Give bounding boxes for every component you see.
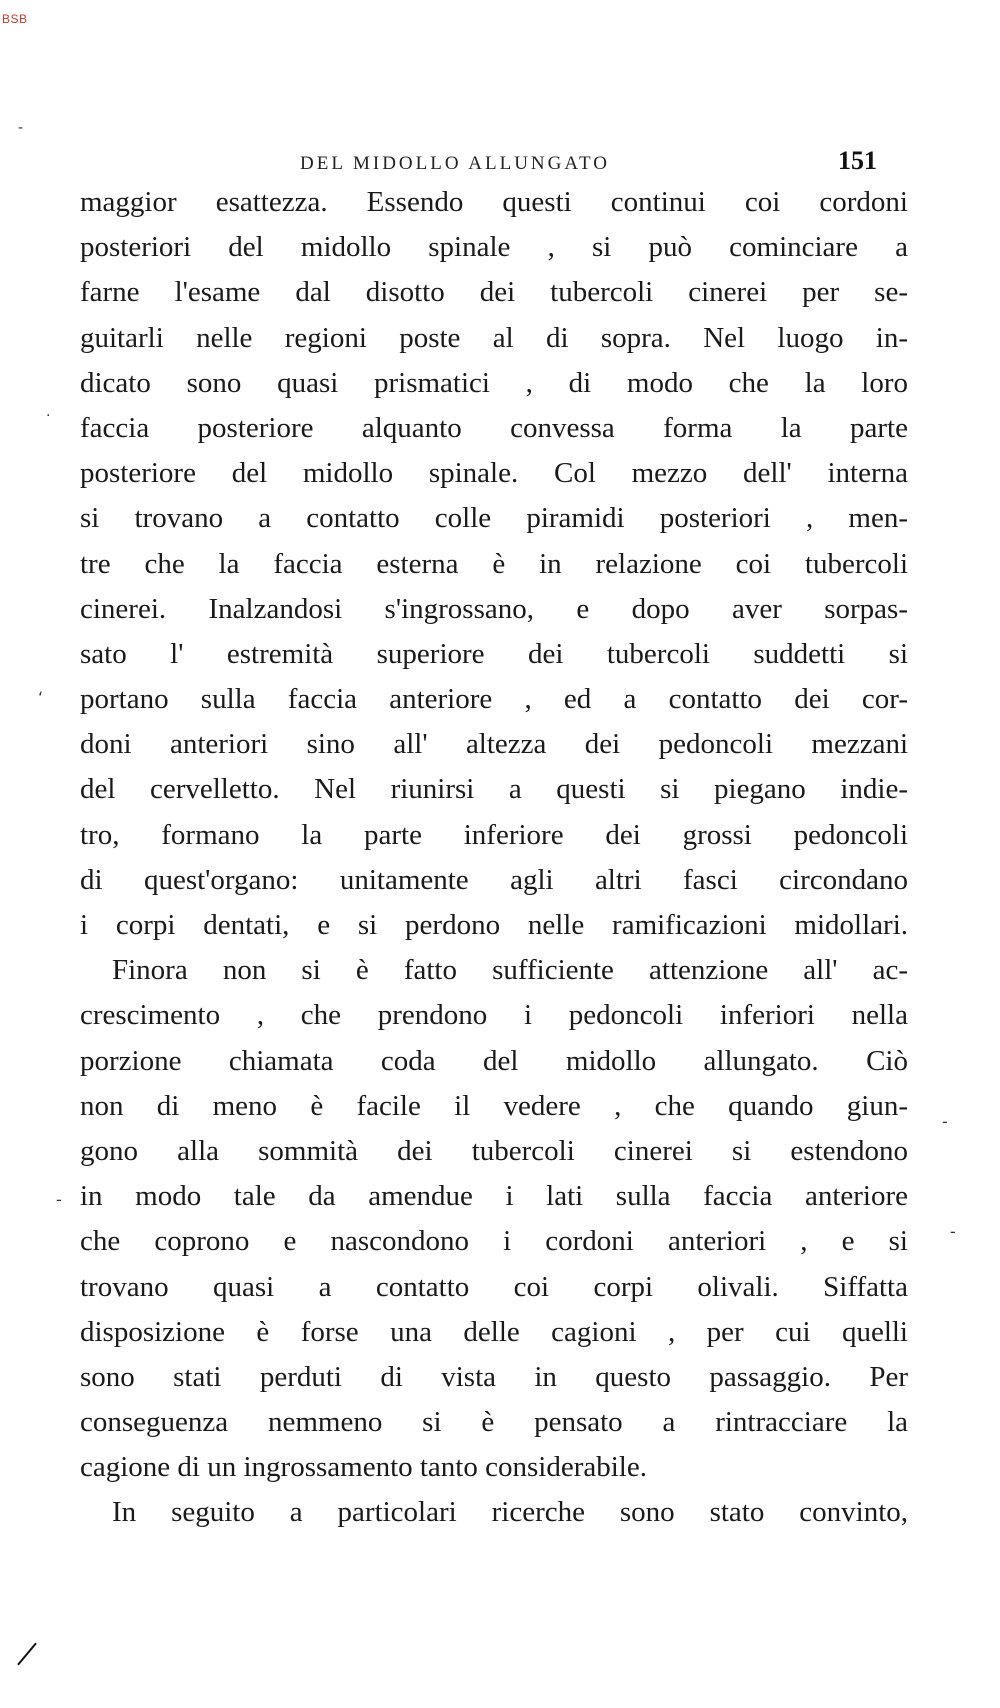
margin-speck: · xyxy=(46,408,51,424)
text-line: che coprono e nascondono i cordoni anteriori , e si xyxy=(80,1225,908,1258)
margin-speck: - xyxy=(942,1112,948,1131)
text-line: posteriori del midollo spinale , si può cominciare a xyxy=(80,231,908,264)
text-line: tre che la faccia esterna è in relazione coi tubercoli xyxy=(80,547,908,580)
text-line: in modo tale da amendue i lati sulla faccia anteriore xyxy=(80,1180,908,1213)
margin-speck: ‘ xyxy=(38,688,44,707)
text-line: porzione chiamata coda del midollo allungato. Ciò xyxy=(80,1044,908,1077)
body-text xyxy=(80,180,908,1536)
text-line: gono alla sommità dei tubercoli cinerei si estendono xyxy=(80,1134,908,1167)
text-line: dicato sono quasi prismatici , di modo che la loro xyxy=(80,366,908,399)
text-line: cagione di un ingrossamento tanto considerabile. xyxy=(80,1451,647,1484)
text-line: non di meno è facile il vedere , che quando giun- xyxy=(80,1089,908,1122)
text-line: del cervelletto. Nel riunirsi a questi si piegano indie- xyxy=(80,773,908,806)
text-line: disposizione è forse una delle cagioni , per cui quelli xyxy=(80,1315,908,1348)
paragraph-first-line: In seguito a particolari ricerche sono stato convinto, xyxy=(112,1496,908,1529)
text-line: guitarli nelle regioni poste al di sopra. Nel luogo in- xyxy=(80,321,908,354)
text-line: conseguenza nemmeno si è pensato a rintracciare la xyxy=(80,1406,908,1439)
text-line: portano sulla faccia anteriore , ed a contatto dei cor- xyxy=(80,683,908,716)
text-line: sono stati perduti di vista in questo passaggio. Per xyxy=(80,1360,908,1393)
text-line: cinerei. Inalzandosi s'ingrossano, e dopo aver sorpas- xyxy=(80,592,908,625)
text-line: doni anteriori sino all' altezza dei pedoncoli mezzani xyxy=(80,728,908,761)
text-line: faccia posteriore alquanto convessa forma la parte xyxy=(80,411,908,444)
text-line: tro, formano la parte inferiore dei grossi pedoncoli xyxy=(80,818,908,851)
library-watermark: BSB xyxy=(2,12,28,26)
text-line: sato l' estremità superiore dei tubercoli suddetti si xyxy=(80,637,908,670)
text-line: maggior esattezza. Essendo questi continui coi cordoni xyxy=(80,186,908,218)
text-line: di quest'organo: unitamente agli altri fasci circondano xyxy=(80,863,908,896)
margin-speck: ‐ xyxy=(56,1190,62,1209)
text-line: crescimento , che prendono i pedoncoli inferiori nella xyxy=(80,999,908,1032)
margin-speck: - xyxy=(950,1222,956,1241)
running-head: DEL MIDOLLO ALLUNGATO xyxy=(300,153,610,174)
text-line: trovano quasi a contatto coi corpi olivali. Siffatta xyxy=(80,1270,908,1303)
text-line: si trovano a contatto colle piramidi posteriori , men- xyxy=(80,502,908,535)
pen-stroke-mark xyxy=(17,1643,37,1666)
page-number: 151 xyxy=(838,146,877,175)
margin-speck: ‐ xyxy=(18,120,24,136)
text-line: farne l'esame dal disotto dei tubercoli cinerei per se- xyxy=(80,276,908,309)
text-line: i corpi dentati, e si perdono nelle ramificazioni midollari. xyxy=(80,909,908,941)
paragraph-first-line: Finora non si è fatto sufficiente attenzione all' ac- xyxy=(112,954,908,987)
text-line: posteriore del midollo spinale. Col mezzo dell' interna xyxy=(80,457,908,490)
